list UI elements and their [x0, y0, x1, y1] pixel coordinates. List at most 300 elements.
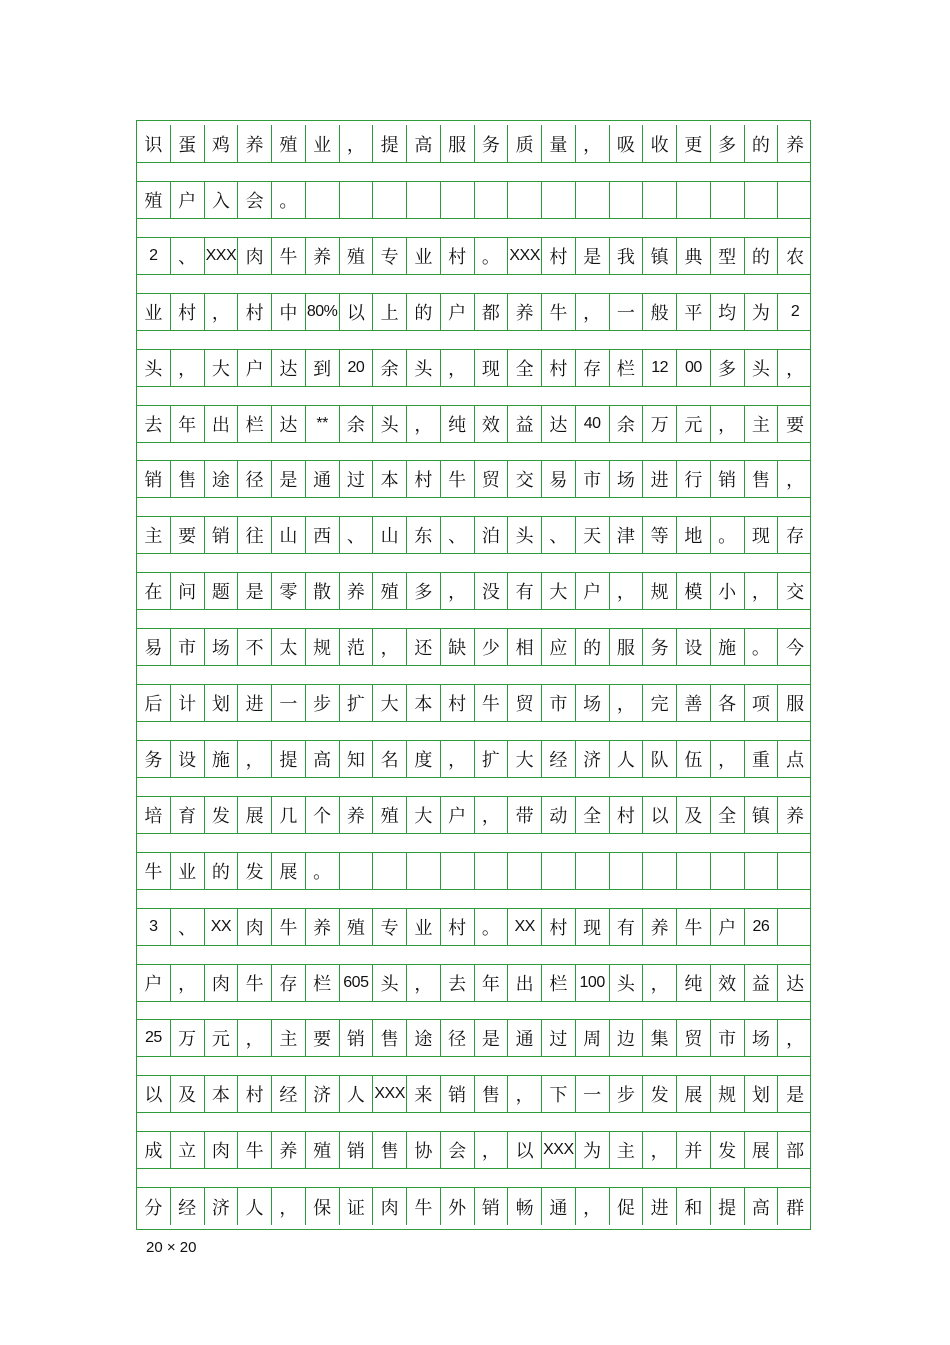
grid-cell: 相: [508, 629, 542, 665]
grid-cell: 销: [137, 461, 171, 497]
grid-cell: 一: [272, 685, 306, 721]
grid-cell: 高: [306, 741, 340, 777]
grid-cell: 下: [542, 1076, 576, 1112]
grid-cell: ，: [786, 470, 805, 492]
grid-cell: 周: [576, 1020, 610, 1056]
grid-cell: 养: [340, 573, 374, 609]
grid-cell: ，: [576, 125, 610, 162]
grid-cell: 一: [576, 1076, 610, 1112]
grid-cell: 销: [711, 461, 745, 497]
grid-cell: XXX: [508, 238, 542, 274]
grid-cell: 头: [373, 965, 407, 1001]
grid-cell: 殖: [340, 909, 374, 945]
grid-cell: 进: [643, 461, 677, 497]
grid-cell: 往: [238, 517, 272, 553]
grid-cell: 规: [306, 629, 340, 665]
grid-cell: 。: [306, 853, 340, 889]
grid-cell: 划: [205, 685, 239, 721]
grid-cell: [475, 853, 509, 889]
grid-cell: 村: [542, 350, 576, 386]
grid-cell: ，: [373, 629, 407, 665]
grid-cell: 栏: [238, 406, 272, 442]
grid-cell: 施: [205, 741, 239, 777]
grid-cell: 牛: [272, 238, 306, 274]
grid-cell: **: [306, 406, 340, 442]
grid-cell: 立: [171, 1132, 205, 1168]
grid-cell: 售: [475, 1076, 509, 1112]
grid-cell: 务: [137, 741, 171, 777]
grid-cell: 在: [137, 573, 171, 609]
grid-cell: 度: [407, 741, 441, 777]
grid-cell: 村: [238, 1076, 272, 1112]
grid-cell: 效: [711, 965, 745, 1001]
grid-cell: 个: [306, 797, 340, 833]
grid-cell: 现: [475, 350, 509, 386]
grid-cell: 过: [340, 461, 374, 497]
grid-cell: 全: [711, 797, 745, 833]
grid-cell: 养: [272, 1132, 306, 1168]
grid-cell: ，: [508, 1076, 542, 1112]
grid-cell: ，: [786, 358, 805, 380]
grid-cell: 为: [576, 1132, 610, 1168]
grid-cell: 是: [786, 1085, 805, 1107]
grid-cell: [340, 853, 374, 889]
grid-cell: [542, 853, 576, 889]
grid-cell: 般: [643, 294, 677, 330]
grid-cell: 经: [542, 741, 576, 777]
grid-cell: 设: [677, 629, 711, 665]
grid-cell: ，: [441, 741, 475, 777]
grid-cell: ，: [643, 1132, 677, 1168]
grid-cell: 行: [677, 461, 711, 497]
grid-cell: ，: [610, 573, 644, 609]
grid-cell: 伍: [677, 741, 711, 777]
grid-cell: 缺: [441, 629, 475, 665]
grid-cell: ，: [171, 965, 205, 1001]
grid-cell: 为: [745, 294, 779, 330]
grid-cell: 今: [786, 638, 805, 660]
grid-cell: 大: [542, 573, 576, 609]
grid-cell: 发: [711, 1132, 745, 1168]
grid-cell: 上: [373, 294, 407, 330]
grid-cell: 证: [340, 1188, 374, 1225]
grid-cell: 经: [272, 1076, 306, 1112]
grid-cell: 达: [542, 406, 576, 442]
grid-cell: [745, 182, 779, 218]
grid-cell: 收: [643, 125, 677, 162]
grid-cell: 全: [508, 350, 542, 386]
grid-cell: 平: [677, 294, 711, 330]
grid-cell: 外: [441, 1188, 475, 1225]
grid-cell: 散: [306, 573, 340, 609]
grid-cell: 市: [542, 685, 576, 721]
grid-cell: 80%: [306, 294, 340, 330]
grid-cell: [508, 853, 542, 889]
grid-cell: 出: [205, 406, 239, 442]
grid-cell: 、: [171, 238, 205, 274]
grid-cell: 镇: [745, 797, 779, 833]
grid-cell: 纯: [441, 406, 475, 442]
grid-row: [137, 740, 810, 778]
grid-cell: 头: [137, 350, 171, 386]
grid-cell: 头: [610, 965, 644, 1001]
grid-cell: 发: [643, 1076, 677, 1112]
grid-cell: 扩: [475, 741, 509, 777]
grid-cell: 展: [677, 1076, 711, 1112]
grid-cell: XXX: [542, 1132, 576, 1168]
grid-row: [137, 964, 810, 1002]
grid-cell: ，: [745, 573, 779, 609]
grid-cell: 场: [576, 685, 610, 721]
grid-cell: [677, 853, 711, 889]
grid-row: [137, 572, 810, 610]
grid-cell: 应: [542, 629, 576, 665]
grid-cell: 元: [205, 1020, 239, 1056]
grid-cell: 人: [340, 1076, 374, 1112]
grid-cell: 市: [576, 461, 610, 497]
grid-cell: 本: [205, 1076, 239, 1112]
grid-cell: 项: [745, 685, 779, 721]
grid-cell: XX: [205, 909, 239, 945]
grid-cell: 本: [373, 461, 407, 497]
grid-cell: 鸡: [205, 125, 239, 162]
grid-cell: 现: [745, 517, 779, 553]
grid-cell: 达: [786, 973, 805, 995]
grid-cell: [643, 182, 677, 218]
grid-cell: 销: [475, 1188, 509, 1225]
grid-cell: 纯: [677, 965, 711, 1001]
grid-cell: 、: [441, 517, 475, 553]
grid-cell: 到: [306, 350, 340, 386]
grid-cell: 中: [272, 294, 306, 330]
grid-cell: 来: [407, 1076, 441, 1112]
grid-cell: ，: [475, 797, 509, 833]
grid-cell: 贸: [677, 1020, 711, 1056]
grid-cell: 户: [711, 909, 745, 945]
grid-cell: 是: [238, 573, 272, 609]
grid-cell: 的: [745, 238, 779, 274]
grid-cell: 殖: [373, 797, 407, 833]
grid-cell: 济: [205, 1188, 239, 1225]
grid-cell: 山: [272, 517, 306, 553]
grid-cell: 605: [340, 965, 374, 1001]
grid-cell: 余: [340, 406, 374, 442]
grid-cell: 及: [677, 797, 711, 833]
grid-cell: 大: [373, 685, 407, 721]
grid-cell: 村: [441, 909, 475, 945]
grid-cell: ，: [441, 573, 475, 609]
grid-cell: 主: [610, 1132, 644, 1168]
grid-cell: 效: [475, 406, 509, 442]
grid-cell: 一: [610, 294, 644, 330]
grid-cell: [576, 182, 610, 218]
grid-cell: 济: [306, 1076, 340, 1112]
grid-row: [137, 237, 810, 275]
grid-cell: 易: [137, 629, 171, 665]
grid-cell: 队: [643, 741, 677, 777]
grid-cell: 大: [407, 797, 441, 833]
grid-cell: 销: [340, 1020, 374, 1056]
grid-cell: 存: [272, 965, 306, 1001]
grid-cell: 是: [272, 461, 306, 497]
grid-cell: 业: [171, 853, 205, 889]
grid-cell: 牛: [238, 965, 272, 1001]
grid-cell: 村: [441, 238, 475, 274]
grid-cell: [441, 853, 475, 889]
grid-cell: 殖: [137, 182, 171, 218]
grid-cell: 村: [542, 238, 576, 274]
grid-cell: 贸: [475, 461, 509, 497]
grid-cell: 知: [340, 741, 374, 777]
grid-cell: 后: [137, 685, 171, 721]
grid-cell: 年: [475, 965, 509, 1001]
grid-cell: 我: [610, 238, 644, 274]
grid-cell: 养: [306, 909, 340, 945]
grid-row: [137, 460, 810, 498]
grid-row: [137, 125, 810, 163]
grid-cell: 部: [786, 1141, 805, 1163]
grid-cell: 几: [272, 797, 306, 833]
grid-cell: 范: [340, 629, 374, 665]
grid-cell: 户: [238, 350, 272, 386]
grid-cell: 径: [441, 1020, 475, 1056]
grid-cell: 径: [238, 461, 272, 497]
grid-cell: 肉: [238, 909, 272, 945]
grid-cell: 边: [610, 1020, 644, 1056]
grid-cell: 达: [272, 350, 306, 386]
grid-cell: 肉: [238, 238, 272, 274]
grid-cell: 展: [238, 797, 272, 833]
grid-cell: 途: [205, 461, 239, 497]
grid-cell: 主: [745, 406, 779, 442]
grid-cell: 。: [475, 238, 509, 274]
grid-cell: 是: [576, 238, 610, 274]
grid-cell: 促: [610, 1188, 644, 1225]
grid-cell: 型: [711, 238, 745, 274]
grid-row: [137, 1187, 810, 1225]
grid-cell: 重: [745, 741, 779, 777]
grid-cell: 的: [576, 629, 610, 665]
grid-cell: ，: [643, 965, 677, 1001]
grid-cell: 殖: [306, 1132, 340, 1168]
grid-cell: 规: [711, 1076, 745, 1112]
grid-cell: 展: [745, 1132, 779, 1168]
grid-cell: 殖: [340, 238, 374, 274]
grid-cell: 全: [576, 797, 610, 833]
grid-cell: 养: [786, 134, 805, 156]
grid-cell: 镇: [643, 238, 677, 274]
grid-cell: 交: [508, 461, 542, 497]
grid-cell: 头: [407, 350, 441, 386]
grid-cell: [643, 853, 677, 889]
grid-cell: ，: [576, 1188, 610, 1225]
grid-cell: 提: [373, 125, 407, 162]
grid-cell: 济: [576, 741, 610, 777]
grid-cell: ，: [610, 685, 644, 721]
grid-cell: 名: [373, 741, 407, 777]
grid-cell: 售: [171, 461, 205, 497]
grid-cell: 通: [542, 1188, 576, 1225]
grid-cell: [778, 182, 812, 218]
grid-cell: 东: [407, 517, 441, 553]
grid-cell: 吸: [610, 125, 644, 162]
grid-cell: ，: [407, 406, 441, 442]
grid-cell: XX: [508, 909, 542, 945]
grid-cell: 以: [643, 797, 677, 833]
grid-cell: 通: [306, 461, 340, 497]
grid-cell: 还: [407, 629, 441, 665]
grid-cell: 人: [238, 1188, 272, 1225]
grid-cell: 人: [610, 741, 644, 777]
grid-cell: 村: [542, 909, 576, 945]
grid-cell: 年: [171, 406, 205, 442]
grid-cell: ，: [576, 294, 610, 330]
grid-row: [137, 349, 810, 387]
grid-cell: 售: [373, 1132, 407, 1168]
grid-cell: 畅: [508, 1188, 542, 1225]
grid-cell: XXX: [373, 1076, 407, 1112]
grid-cell: 发: [238, 853, 272, 889]
grid-cell: 高: [745, 1188, 779, 1225]
grid-cell: 途: [407, 1020, 441, 1056]
grid-cell: 户: [171, 182, 205, 218]
grid-cell: 以: [508, 1132, 542, 1168]
grid-cell: 农: [786, 246, 805, 268]
grid-cell: 津: [610, 517, 644, 553]
grid-cell: [373, 853, 407, 889]
grid-cell: 养: [238, 125, 272, 162]
grid-cell: 高: [407, 125, 441, 162]
grid-cell: 进: [643, 1188, 677, 1225]
grid-cell: 100: [576, 965, 610, 1001]
grid-cell: 并: [677, 1132, 711, 1168]
grid-cell: 市: [171, 629, 205, 665]
grid-cell: 元: [677, 406, 711, 442]
grid-cell: 易: [542, 461, 576, 497]
grid-cell: 栏: [610, 350, 644, 386]
grid-cell: 牛: [137, 853, 171, 889]
grid-cell: 、: [171, 909, 205, 945]
grid-cell: 殖: [373, 573, 407, 609]
grid-cell: 养: [786, 805, 805, 827]
grid-cell: 肉: [205, 965, 239, 1001]
grid-cell: 西: [306, 517, 340, 553]
grid-cell: 业: [137, 294, 171, 330]
grid-cell: 售: [373, 1020, 407, 1056]
grid-cell: ，: [711, 406, 745, 442]
grid-cell: 泊: [475, 517, 509, 553]
grid-cell: 场: [745, 1020, 779, 1056]
grid-cell: 以: [137, 1076, 171, 1112]
grid-cell: 殖: [272, 125, 306, 162]
grid-cell: 质: [508, 125, 542, 162]
grid-cell: 栏: [306, 965, 340, 1001]
grid-cell: [373, 182, 407, 218]
grid-cell: 销: [441, 1076, 475, 1112]
grid-cell: 等: [643, 517, 677, 553]
grid-cell: 牛: [677, 909, 711, 945]
grid-cell: 小: [711, 573, 745, 609]
grid-cell: 户: [576, 573, 610, 609]
grid-cell: 分: [137, 1188, 171, 1225]
grid-row: [137, 1019, 810, 1057]
grid-cell: 的: [745, 125, 779, 162]
grid-cell: 村: [610, 797, 644, 833]
grid-cell: 不: [238, 629, 272, 665]
grid-cell: 各: [711, 685, 745, 721]
grid-cell: 育: [171, 797, 205, 833]
grid-cell: 是: [475, 1020, 509, 1056]
grid-cell: 以: [340, 294, 374, 330]
grid-cell: 经: [171, 1188, 205, 1225]
grid-cell: 养: [508, 294, 542, 330]
grid-cell: 通: [508, 1020, 542, 1056]
grid-cell: 销: [205, 517, 239, 553]
grid-cell: 交: [786, 582, 805, 604]
grid-cell: 村: [238, 294, 272, 330]
grid-cell: 培: [137, 797, 171, 833]
grid-cell: 成: [137, 1132, 171, 1168]
grid-cell: 善: [677, 685, 711, 721]
grid-cell: 现: [576, 909, 610, 945]
grid-cell: 余: [610, 406, 644, 442]
grid-cell: 头: [373, 406, 407, 442]
grid-cell: ，: [711, 741, 745, 777]
grid-cell: ，: [441, 350, 475, 386]
grid-cell: ，: [272, 1188, 306, 1225]
grid-cell: 达: [272, 406, 306, 442]
grid-cell: [542, 182, 576, 218]
grid-cell: 2: [137, 238, 171, 274]
grid-cell: 和: [677, 1188, 711, 1225]
grid-cell: 存: [786, 526, 805, 548]
grid-cell: 25: [137, 1020, 171, 1056]
grid-cell: 务: [475, 125, 509, 162]
grid-cell: ，: [475, 1132, 509, 1168]
grid-cell: [677, 182, 711, 218]
grid-cell: 要: [171, 517, 205, 553]
grid-cell: 、: [542, 517, 576, 553]
grid-row: [137, 852, 810, 890]
grid-cell: 施: [711, 629, 745, 665]
grid-cell: [508, 182, 542, 218]
grid-cell: 益: [745, 965, 779, 1001]
grid-cell: 养: [643, 909, 677, 945]
grid-cell: [610, 182, 644, 218]
grid-cell: 村: [171, 294, 205, 330]
grid-cell: 售: [745, 461, 779, 497]
grid-cell: 万: [643, 406, 677, 442]
grid-cell: 专: [373, 909, 407, 945]
grid-cell: 、: [340, 517, 374, 553]
grid-cell: 26: [745, 909, 779, 945]
grid-cell: 服: [441, 125, 475, 162]
grid-cell: 提: [272, 741, 306, 777]
grid-row: [137, 908, 810, 946]
grid-cell: 划: [745, 1076, 779, 1112]
grid-cell: 太: [272, 629, 306, 665]
grid-cell: 协: [407, 1132, 441, 1168]
grid-cell: ，: [340, 125, 374, 162]
grid-cell: [778, 853, 812, 889]
grid-cell: 2: [790, 302, 800, 320]
grid-cell: 牛: [441, 461, 475, 497]
grid-cell: 业: [407, 238, 441, 274]
grid-cell: ，: [205, 294, 239, 330]
grid-cell: 肉: [373, 1188, 407, 1225]
grid-cell: 少: [475, 629, 509, 665]
grid-cell: 牛: [542, 294, 576, 330]
